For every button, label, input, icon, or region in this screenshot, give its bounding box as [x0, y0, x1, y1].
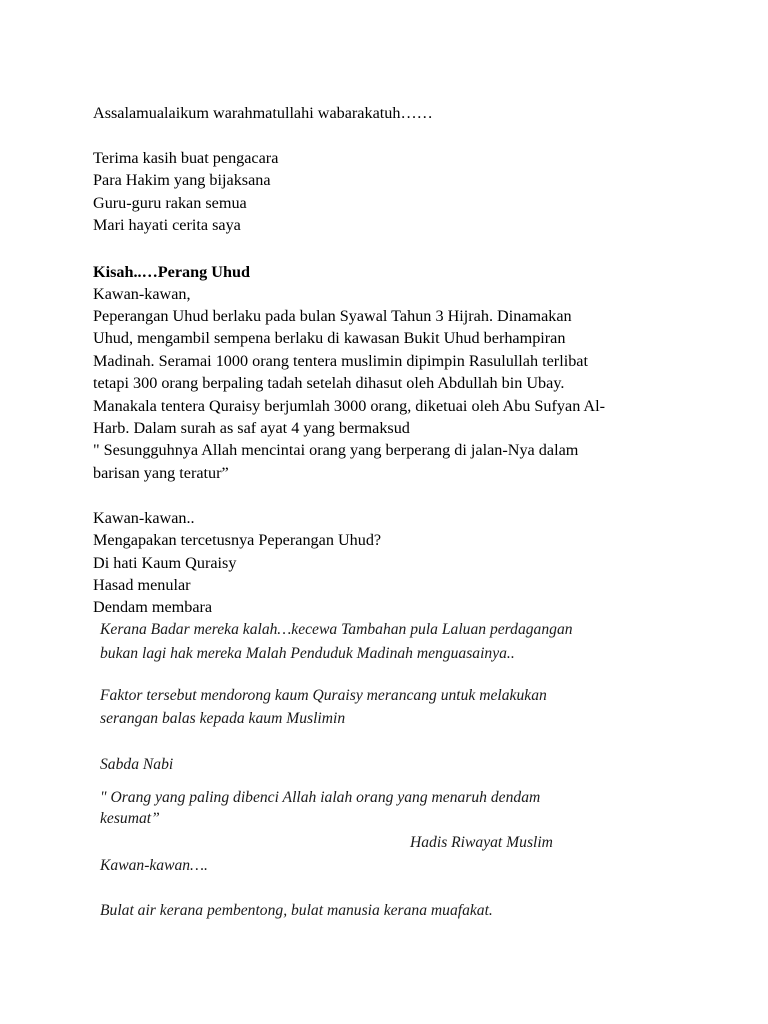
opening-line: Guru-guru rakan semua [93, 194, 247, 212]
greeting: Assalamualaikum warahmatullahi wabarakatuh…… [93, 104, 433, 122]
italic-line: Kawan-kawan…. [100, 857, 208, 874]
italic-line: serangan balas kepada kaum Muslimin [100, 710, 346, 727]
paragraph-line: Kawan-kawan.. [93, 509, 195, 527]
paragraph-line: Hasad menular [93, 576, 191, 594]
section-heading: Kisah..…Perang Uhud [93, 263, 250, 281]
opening-line: Mari hayati cerita saya [93, 216, 241, 234]
proverb-line: Bulat air kerana pembentong, bulat manusia kerana muafakat. [100, 902, 493, 919]
italic-line: bukan lagi hak mereka Malah Penduduk Madinah menguasainya.. [100, 645, 515, 662]
hadith-source: Hadis Riwayat Muslim [410, 834, 553, 851]
paragraph-line: Di hati Kaum Quraisy [93, 554, 237, 572]
paragraph-line: Harb. Dalam surah as saf ayat 4 yang bermaksud [93, 419, 410, 437]
hadith-line: kesumat” [100, 810, 160, 827]
paragraph-line: Kawan-kawan, [93, 285, 191, 303]
quote-line: barisan yang teratur” [93, 464, 229, 482]
hadith-line: " Orang yang paling dibenci Allah ialah orang yang menaruh dendam [100, 789, 541, 806]
paragraph-line: Manakala tentera Quraisy berjumlah 3000 orang, diketuai oleh Abu Sufyan Al- [93, 397, 606, 415]
opening-line: Para Hakim yang bijaksana [93, 171, 271, 189]
quote-line: " Sesungguhnya Allah mencintai orang yang berperang di jalan-Nya dalam [93, 441, 579, 459]
italic-line: Faktor tersebut mendorong kaum Quraisy merancang untuk melakukan [100, 687, 547, 704]
sabda-label: Sabda Nabi [100, 756, 174, 773]
opening-line: Terima kasih buat pengacara [93, 149, 279, 167]
paragraph-line: Peperangan Uhud berlaku pada bulan Syawal Tahun 3 Hijrah. Dinamakan [93, 307, 572, 325]
paragraph-line: Madinah. Seramai 1000 orang tentera muslimin dipimpin Rasulullah terlibat [93, 352, 588, 370]
paragraph-line: tetapi 300 orang berpaling tadah setelah dihasut oleh Abdullah bin Ubay. [93, 374, 565, 392]
paragraph-line: Uhud, mengambil sempena berlaku di kawasan Bukit Uhud berhampiran [93, 329, 566, 347]
italic-line: Kerana Badar mereka kalah…kecewa Tambahan pula Laluan perdagangan [100, 621, 573, 638]
paragraph-line: Mengapakan tercetusnya Peperangan Uhud? [93, 531, 382, 549]
paragraph-line: Dendam membara [93, 598, 213, 616]
